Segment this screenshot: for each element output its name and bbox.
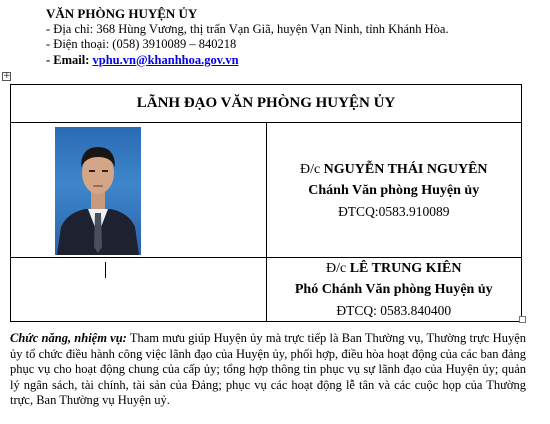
duties-paragraph: [10, 331, 526, 409]
leader-phone-1: ĐTCQ:0583.910089: [338, 203, 450, 219]
photo-cell[interactable]: [11, 123, 267, 258]
duties-label: Chức năng, nhiệm vụ:: [10, 331, 127, 345]
email-label: - Email:: [46, 52, 93, 67]
leader-role-2: Phó Chánh Văn phòng Huyện ủy: [294, 282, 493, 297]
leader-name-1: NGUYỄN THÁI NGUYÊN: [323, 161, 488, 177]
office-email-line: [46, 53, 449, 69]
office-title: VĂN PHÒNG HUYỆN ỦY: [46, 6, 198, 21]
office-phone: - Điện thoại: (058) 3910089 – 840218: [46, 37, 237, 51]
table-move-handle-icon[interactable]: +: [3, 71, 11, 81]
leader-phone-2: ĐTCQ: 0583.840400: [336, 303, 452, 318]
leaders-table: [10, 84, 522, 322]
empty-photo-cell[interactable]: [11, 258, 267, 322]
table-resize-handle-icon[interactable]: [519, 316, 526, 323]
leader-prefix-1: Đ/c: [299, 161, 324, 177]
leader-portrait-photo: [55, 127, 141, 255]
leader-prefix-2: Đ/c: [326, 261, 350, 276]
leader-name-2: LÊ TRUNG KIÊN: [349, 261, 462, 276]
portrait-illustration: [55, 127, 141, 255]
email-link[interactable]: vphu.vn@khanhhoa.gov.vn: [92, 52, 239, 67]
text-cursor: [105, 262, 106, 278]
leader-role-1: Chánh Văn phòng Huyện ủy: [308, 182, 480, 198]
table-caption: LÃNH ĐẠO VĂN PHÒNG HUYỆN ỦY: [11, 85, 522, 123]
duties-text: Tham mưu giúp Huyện ủy mà trực tiếp là Ban Thường vụ, Thường trực Huyện ủy tổ chức điều hành công việc lãnh đạo của Huyện ủy, phối hợp, điều hòa hoạt động của các ban đảng phục vụ cho hoạt động chung của cấp ủy; tổng hợp thông tin phục vụ sự lãnh đạo của Huyện ủy; quản lý ngân sách, tài chính, tài sản của Đảng; phục vụ các hoạt động lễ tân và các cuộc họp của Thường trực, Ban Thường vụ Huyện uỷ.: [10, 331, 526, 408]
leader-name-line-2: [267, 258, 522, 279]
leader-info-cell-2[interactable]: [266, 258, 522, 322]
leader-info-cell-1[interactable]: [266, 123, 522, 258]
leader-name-line-1: [267, 159, 522, 180]
office-header: [46, 6, 449, 68]
office-address: - Địa chỉ: 368 Hùng Vương, thị trấn Vạn Giã, huyện Vạn Ninh, tỉnh Khánh Hòa.: [46, 21, 449, 36]
